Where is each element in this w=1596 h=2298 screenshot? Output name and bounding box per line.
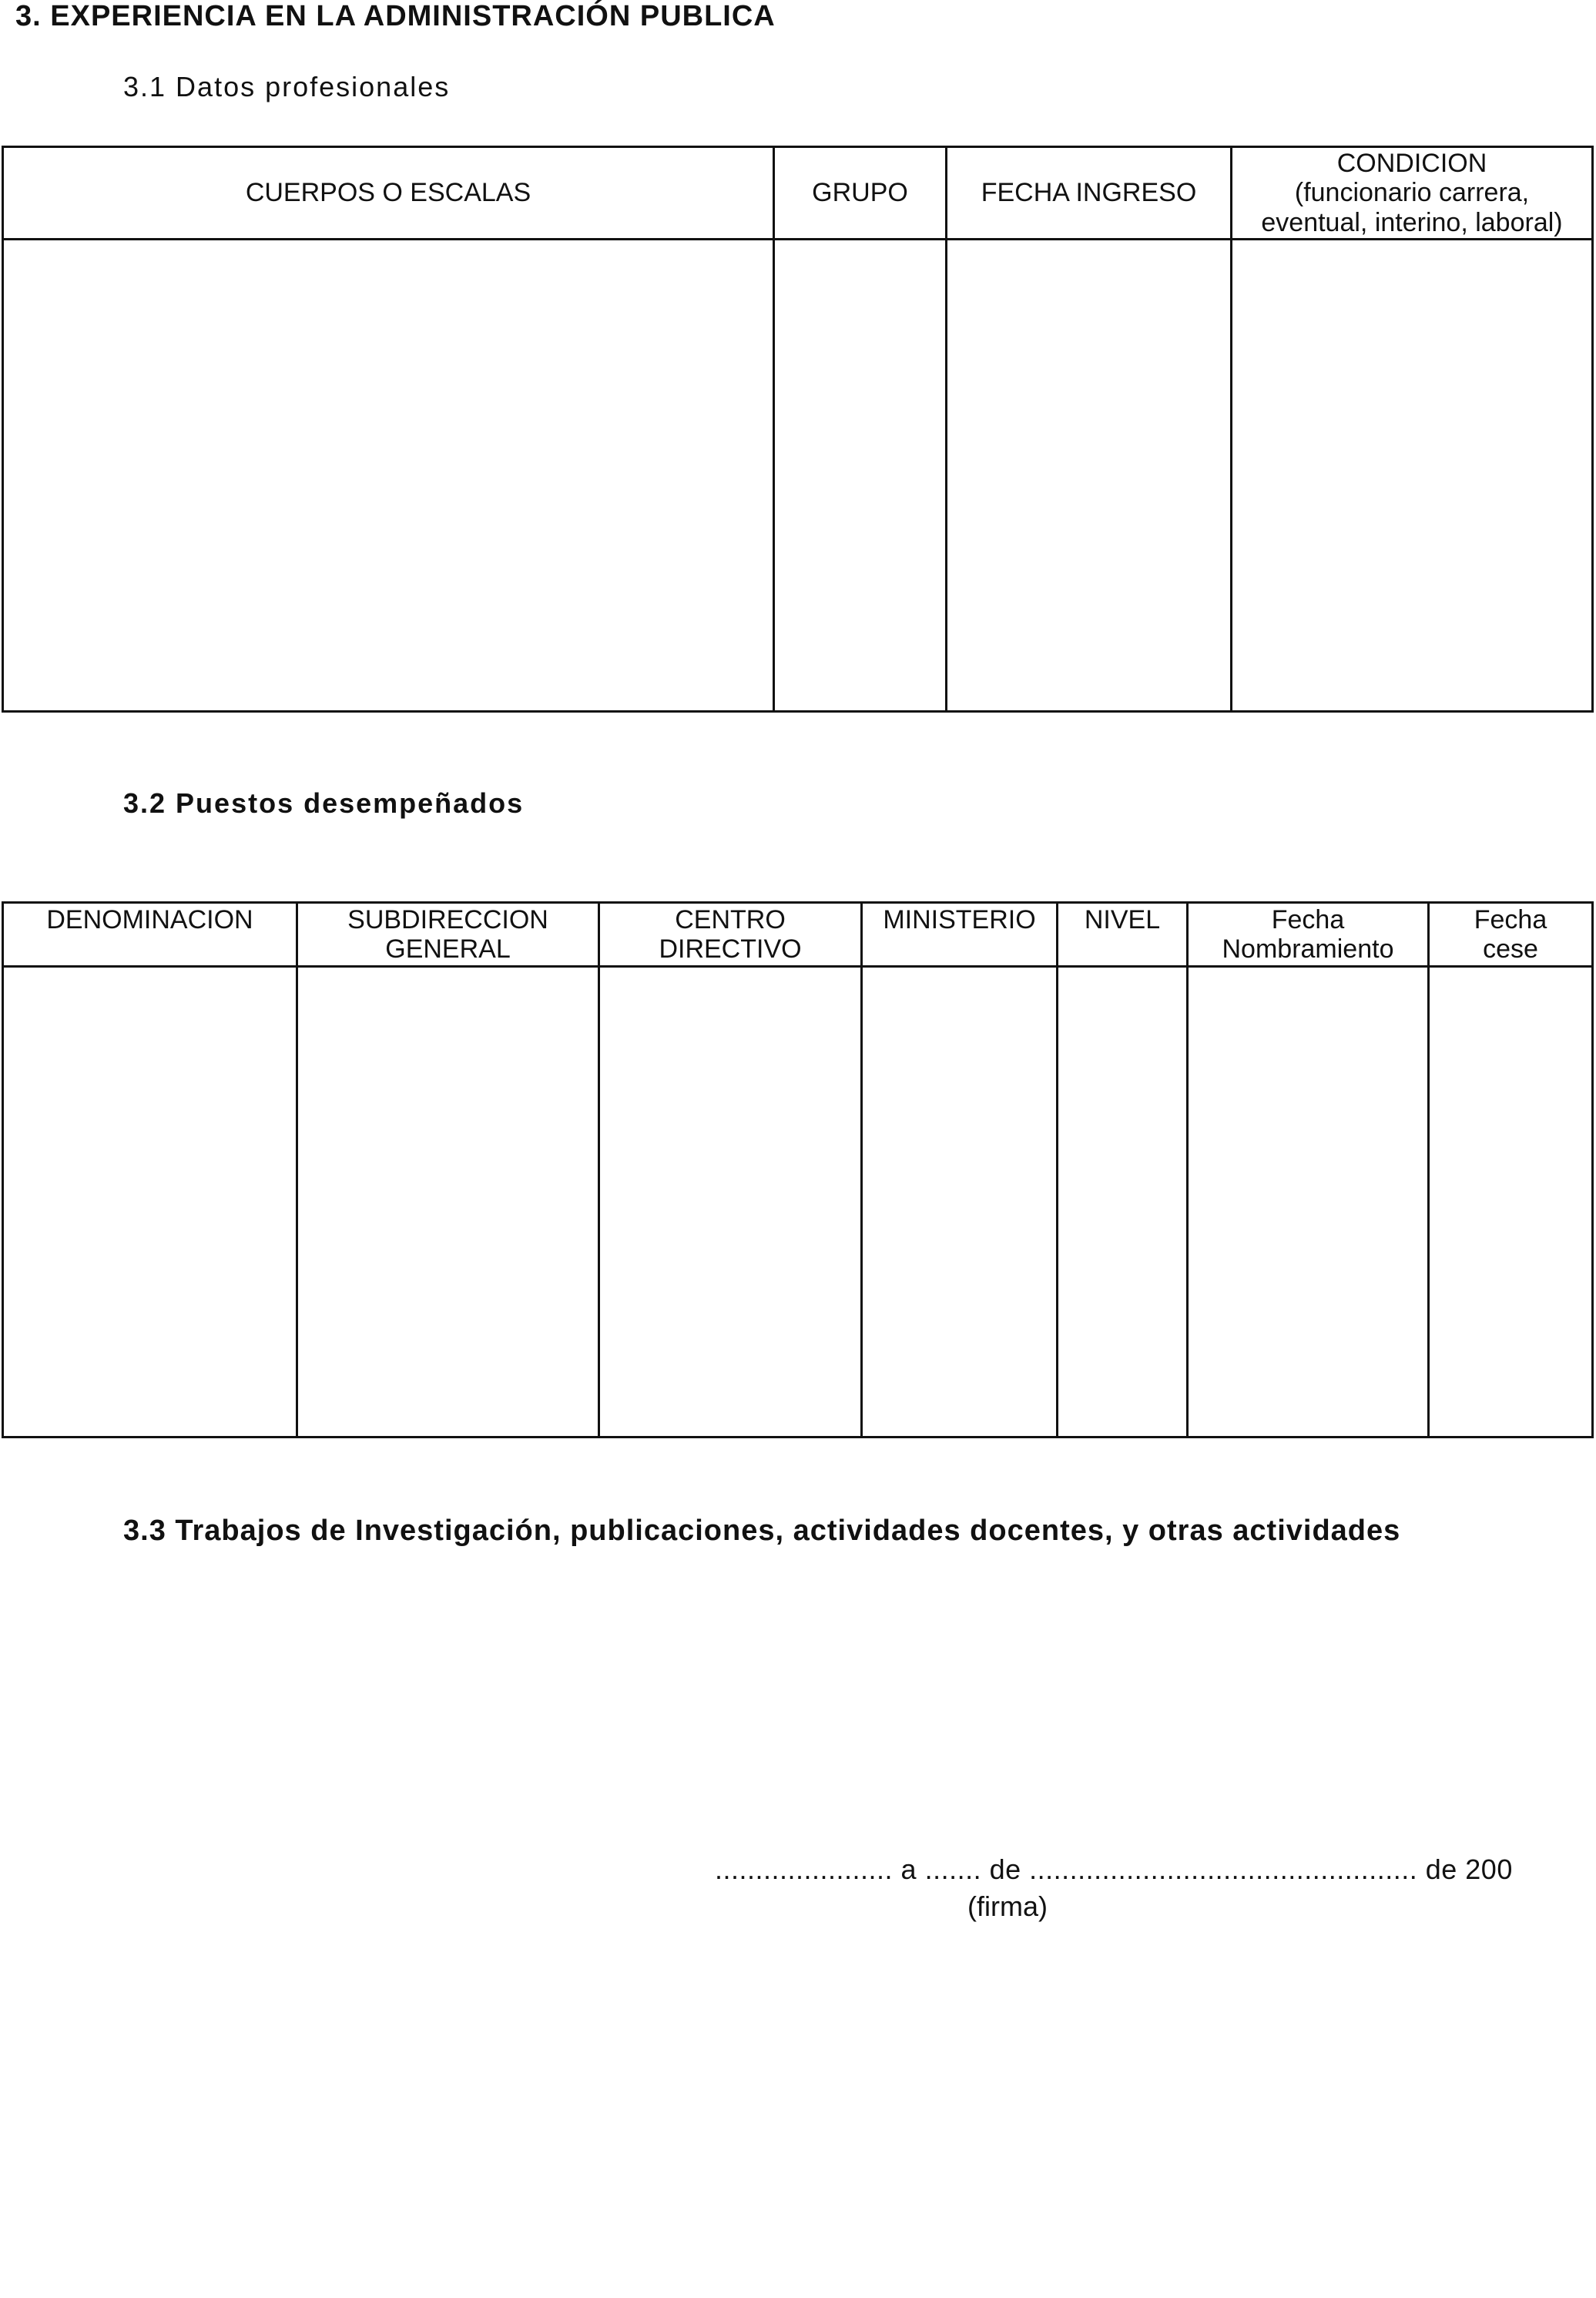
input-cell-denominacion[interactable] — [3, 967, 297, 1438]
input-cell-nivel[interactable] — [1058, 967, 1188, 1438]
table-header-row — [3, 147, 1593, 240]
header-fecha-nombramiento — [1188, 903, 1429, 967]
header-fecha-cese — [1429, 903, 1593, 967]
header-nivel: NIVEL — [1058, 903, 1188, 967]
input-cell-fecha-cese[interactable] — [1429, 967, 1593, 1438]
table-header-row — [3, 903, 1593, 967]
header-fecha-ingreso: FECHA INGRESO — [947, 147, 1232, 240]
header-cuerpos-o-escalas: CUERPOS O ESCALAS — [3, 147, 774, 240]
section-title: 3. EXPERIENCIA EN LA ADMINISTRACIÓN PUBLICA — [15, 0, 776, 32]
input-cell-centro[interactable] — [599, 967, 862, 1438]
header-centro-directivo — [599, 903, 862, 967]
header-fecha-nombramiento-line-2: Nombramiento — [1222, 934, 1394, 964]
subsection-title-3-3: 3.3 Trabajos de Investigación, publicaciones, actividades docentes, y otras actividades — [123, 1515, 1401, 1547]
header-condicion-line-3: eventual, interino, laboral) — [1261, 207, 1563, 237]
place-date-line[interactable]: ...................... a ....... de ................................................ de 200 — [715, 1853, 1513, 1885]
input-cell-fecha-ingreso[interactable] — [947, 240, 1232, 712]
header-subdireccion-line-2: GENERAL — [385, 934, 511, 964]
table-row — [3, 967, 1593, 1438]
header-denominacion: DENOMINACION — [3, 903, 297, 967]
header-fecha-cese-line-1: Fecha — [1474, 905, 1547, 934]
header-fecha-nombramiento-line-1: Fecha — [1271, 905, 1345, 934]
input-cell-fecha-nombramiento[interactable] — [1188, 967, 1429, 1438]
subsection-title-3-1: 3.1 Datos profesionales — [123, 71, 451, 102]
input-cell-condicion[interactable] — [1232, 240, 1593, 712]
header-centro-line-1: CENTRO — [675, 905, 786, 934]
header-condicion-line-1: CONDICION — [1336, 149, 1487, 179]
input-cell-ministerio[interactable] — [862, 967, 1058, 1438]
puestos-desempenados-table — [2, 901, 1594, 1438]
header-subdireccion-general — [297, 903, 599, 967]
header-fecha-cese-line-2: cese — [1483, 934, 1538, 964]
header-grupo: GRUPO — [774, 147, 947, 240]
header-centro-line-2: DIRECTIVO — [659, 934, 802, 964]
table-row — [3, 240, 1593, 712]
header-subdireccion-line-1: SUBDIRECCION — [347, 905, 548, 934]
header-condicion-line-2: (funcionario carrera, — [1294, 178, 1530, 208]
input-cell-subdireccion[interactable] — [297, 967, 599, 1438]
input-cell-grupo[interactable] — [774, 240, 947, 712]
datos-profesionales-table — [2, 146, 1594, 713]
firma-label: (firma) — [967, 1890, 1048, 1922]
header-condicion — [1232, 147, 1593, 240]
subsection-title-3-2: 3.2 Puestos desempeñados — [123, 787, 525, 819]
input-cell-cuerpos[interactable] — [3, 240, 774, 712]
header-ministerio: MINISTERIO — [862, 903, 1058, 967]
